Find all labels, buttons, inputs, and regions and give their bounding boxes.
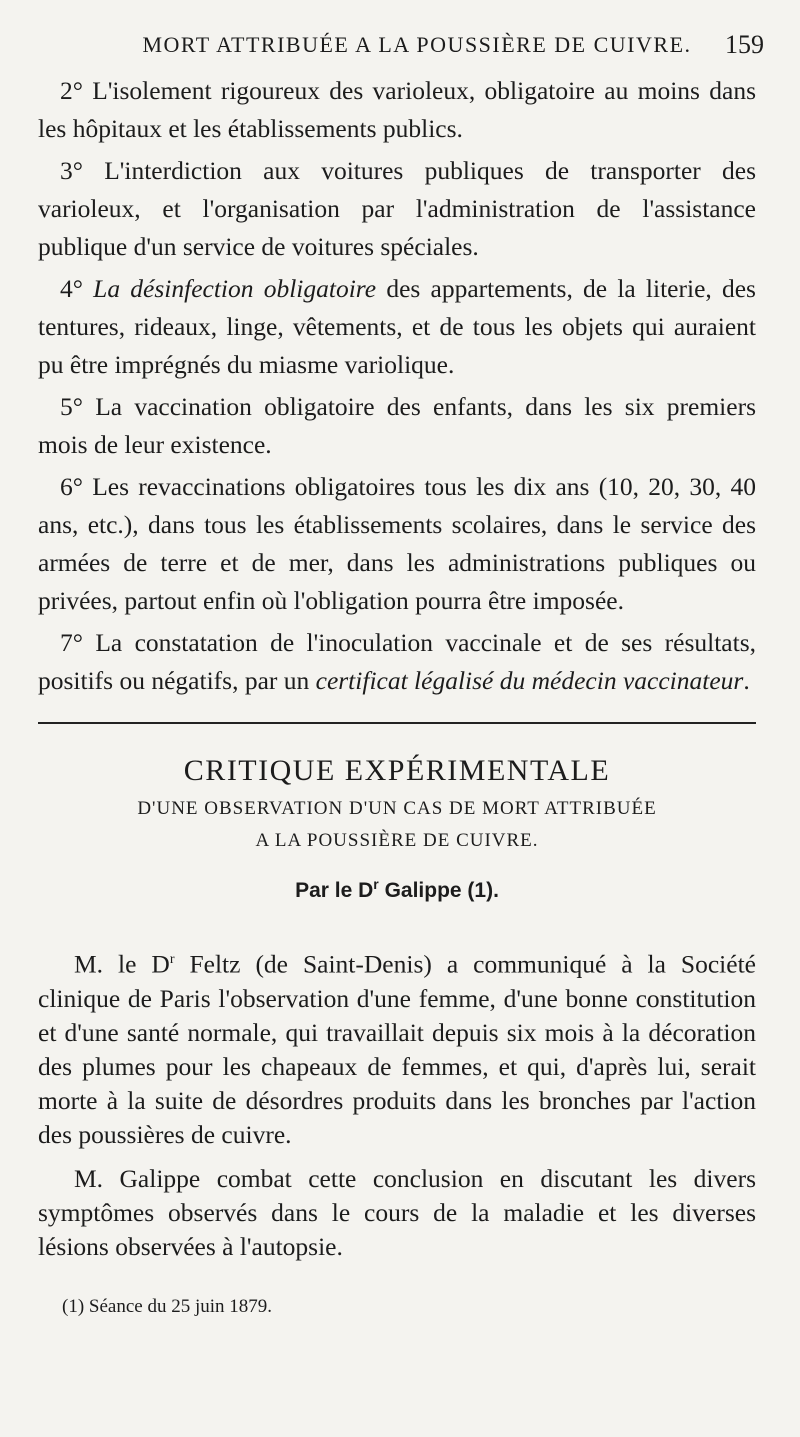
list-item-7 <box>38 624 756 700</box>
item-number: 3° <box>60 156 105 185</box>
item-text: La constatation de l'inoculation vaccinale et de ses résultats, positifs ou négatifs, par un <box>38 628 756 695</box>
item-number: 5° <box>60 392 96 421</box>
section-title: CRITIQUE EXPÉRIMENTALE <box>183 754 611 787</box>
list-item-6 <box>38 468 756 620</box>
page-number: 159 <box>725 30 764 59</box>
item-text: La vaccination obligatoire des enfants, dans les six premiers mois de leur existence. <box>38 392 756 459</box>
paragraph-prefix: M. le D <box>74 949 170 979</box>
item-text-end: . <box>743 666 750 695</box>
list-item-5 <box>38 388 756 464</box>
item-text: L'interdiction aux voitures publiques de transporter des varioleux, et l'organisation par l'administration de l'assistance publique d'un service de voitures spéciales. <box>38 156 756 261</box>
item-number: 2° <box>60 76 93 105</box>
section-divider <box>38 722 756 724</box>
section-subtitle-line2: A LA POUSSIÈRE DE CUIVRE. <box>255 830 539 851</box>
item-emphasis: La désinfection obligatoire <box>93 274 377 303</box>
item-emphasis: certificat légalisé du médecin vaccinateur <box>315 666 744 695</box>
item-number: 6° <box>60 472 93 501</box>
section-subtitle-line1: D'UNE OBSERVATION D'UN CAS DE MORT ATTRIBUÉE <box>137 798 657 819</box>
byline-superscript: r <box>373 876 379 892</box>
list-item-3 <box>38 152 756 266</box>
byline-prefix: Par le D <box>295 879 374 902</box>
item-number: 7° <box>60 628 96 657</box>
paragraph-superscript: r <box>169 952 175 967</box>
list-item-4 <box>38 270 756 384</box>
item-number: 4° <box>60 274 94 303</box>
running-head-title: MORT ATTRIBUÉE A LA POUSSIÈRE DE CUIVRE. <box>142 32 692 57</box>
author-byline <box>38 876 756 903</box>
body-paragraph-1 <box>38 943 756 1152</box>
paragraph-text: Feltz (de Saint-Denis) a communiqué à la Société clinique de Paris l'observation d'une femme, d'une bonne constitution et d'une santé normale, qui travaillait depuis six mois à la décoration des plumes pour les chapeaux de femmes, et qui, d'après lui, serait morte à la suite de désordres produits dans les bronches par l'action des poussières de cuivre. <box>38 949 756 1149</box>
body-paragraph-2: M. Galippe combat cette conclusion en discutant les divers symptômes observés dans le cours de la maladie et les diverses lésions observées à l'autopsie. <box>38 1163 756 1261</box>
byline-name: Galippe (1). <box>378 879 499 902</box>
item-text: des appartements, de la literie, des tentures, rideaux, linge, vêtements, et de tous les objets qui auraient pu être imprégnés du miasme variolique. <box>38 274 756 379</box>
item-text: Les revaccinations obligatoires tous les dix ans (10, 20, 30, 40 ans, etc.), dans tous les établissements scolaires, dans le service des armées de terre et de mer, dans les administrations publiques ou privées, partout enfin où l'obligation pourra être imposée. <box>38 472 756 615</box>
item-text: L'isolement rigoureux des varioleux, obligatoire au moins dans les hôpitaux et les établissements publics. <box>38 76 756 143</box>
list-item-2 <box>38 72 756 148</box>
footnote: (1) Séance du 25 juin 1879. <box>62 1295 273 1317</box>
running-head <box>78 30 764 72</box>
